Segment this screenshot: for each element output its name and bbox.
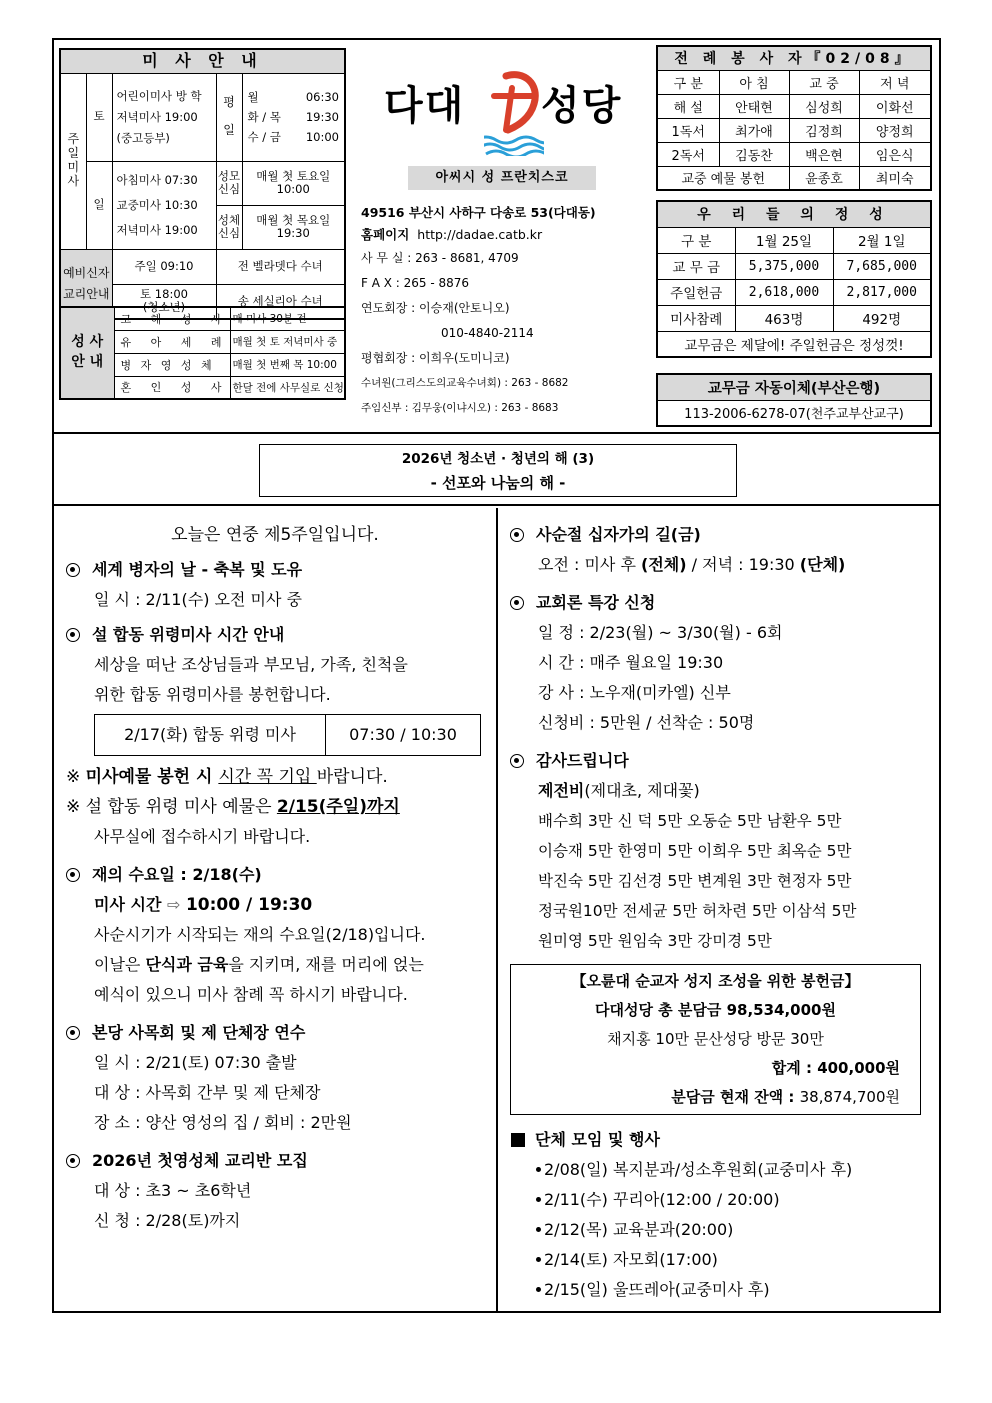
sacrament-name: 혼 인 성 사 [114,376,230,399]
radio-bullet-icon [66,1026,80,1040]
table-row: 해 설 안태현 심성희 이화선 [657,94,931,118]
marian-devotion-label: 성모 신심 [216,161,242,205]
section-events: 단체 모임 및 행사 [508,1125,929,1155]
shrine-donation-box: 【오륜대 순교자 성지 조성을 위한 봉헌금】 다대성당 총 분담금 98,534,000원 채지홍 10만 문산성당 방문 30만 합계 : 400,000원 분담금 현재 잔액 : 38,874,700원 [510,964,921,1115]
donor-line: 이승재 5만 한영미 5만 이희우 5만 최옥순 5만 [538,842,852,860]
event-item: 2/14(토) 자모회(17:00) [508,1245,929,1275]
section-stations-of-cross: 사순절 십자가의 길(금) [508,520,929,550]
note-2: ※ 설 합동 위령 미사 예물은 2/15(주일)까지 [66,797,400,817]
offering-label: 교중 예물 봉헌 [657,166,789,190]
cross-and-waves-icon [484,66,544,156]
section-leader-training: 본당 사목회 및 제 단체장 연수 [64,1018,486,1048]
section-sick-day: 세계 병자의 날 - 축복 및 도유 [64,555,486,585]
fax: F A X : 265 - 8876 [361,276,470,290]
dot-bullet-icon [536,1227,541,1232]
table-row: 미사참례 463명 492명 [657,305,931,331]
sacraments-table [59,306,346,400]
theme-banner-section [54,436,939,506]
sacrament-desc: 매월 첫 토 저녁미사 중 [230,330,345,353]
address: 49516 부산시 사하구 다송로 53(다대동) [361,205,596,220]
dot-bullet-icon [536,1287,541,1292]
banner-line-1: 2026년 청소년 · 청년의 해 (3) [401,451,595,467]
event-item: 2/11(수) 꾸리아(12:00 / 20:00) [508,1185,929,1215]
column-header: 저 녁 [859,70,931,94]
sunday-mass-label: 주 일 미 사 [60,73,86,249]
donor-line: 박진숙 5만 김선경 5만 변계원 3만 현정자 5만 [538,872,852,890]
radio-bullet-icon [66,563,80,577]
radio-bullet-icon [510,596,524,610]
pastor: 주임신부 : 김무웅(이냐시오) : 263 - 8683 [361,402,559,414]
left-column: 오늘은 연중 제5주일입니다. 세계 병자의 날 - 축복 및 도유 일 시 : 2/11(수) 오전 미사 중 설 합동 위령미사 시간 안내 세상을 떠난 조상님들과 부모님, 가족, 친척을 위한 합동 위령미사를 봉헌합니다. 2/17(화) 합동 위령 미사 07:30 / 10:30 ※ 미사예물 봉헌 시 시간 꼭 기입 바랍니다. ※ 설 합동 위령 미사 예물은 2/15(주일)까지 사무실에 접수하시기 바랍니다. 재의 수요일 : 2/18(수) 미사 시간 ⇨ 10:00 / 19:30 사순시기가 시작되는 재의 수요일(2/18)입니다. 이날은 단식과 금육을 지키며, 재를 머리에 얹는 예식이 있으니 미사 참례 꼭 하시기 바랍니다. 본당 사목회 및 제 단체장 연수 일 시 : 2/21(토) 07:30 출발 대 상 : 사목회 간부 및 제 단체장 장 소 : 양산 영성의 집 / 회비 : 2만원 2026년 첫영성체 교리반 모집 대 상 : 초3 ~ 초6학년 신 청 : 2/28(토)까지 [54,508,496,1236]
table-row: 2독서 김동찬 백은현 임은식 [657,142,931,166]
bank-title: 교무금 자동이체(부산은행) [657,374,931,400]
section-first-communion: 2026년 첫영성체 교리반 모집 [64,1146,486,1176]
column-header: 구 분 [657,70,719,94]
table-row: 1독서 최가애 김정희 양정희 [657,118,931,142]
radio-bullet-icon [66,628,80,642]
column-header: 교 중 [789,70,859,94]
patron-saint: 아씨시 성 프란치스코 [408,166,596,190]
president-phone: 010-4840-2114 [441,326,534,340]
eucharist-devotion-time: 매월 첫 목요일 19:30 [242,205,345,249]
homepage-link[interactable]: http://dadae.catb.kr [417,227,543,242]
church-logo [379,74,624,134]
sacrament-desc: 매 미사 30분 전 [230,307,345,330]
table-row: 교중 예물 봉헌 윤종호 최미숙 [657,166,931,190]
event-item: 2/15(일) 울뜨레아(교중미사 후) [508,1275,929,1305]
arrow-right-icon: ⇨ [166,895,181,914]
radio-bullet-icon [66,1154,80,1168]
event-item: 2/12(목) 교육분과(20:00) [508,1215,929,1245]
column-header: 1월 25일 [735,227,833,253]
donor-line: 원미영 5만 원임숙 3만 강미경 5만 [538,932,772,950]
marian-devotion-time: 매월 첫 토요일 10:00 [242,161,345,205]
donor-line: 배수희 3만 신 덕 5만 오동순 5만 남환우 5만 [538,812,842,830]
section-memorial-mass: 설 합동 위령미사 시간 안내 [64,620,486,650]
radio-bullet-icon [510,754,524,768]
catechumen-time-1: 주일 09:10 [112,249,216,284]
catechumen-teacher-1: 전 벨라뎃다 수녀 [216,249,345,284]
church-name-left: 다대 [384,83,466,129]
offerings-table [656,200,932,358]
section-lecture: 교회론 특강 신청 [508,588,929,618]
banner-line-2: - 선포와 나눔의 해 - [430,474,566,492]
mass-schedule-title: 미 사 안 내 [60,49,345,73]
catechumen-teacher-2: 송 세실리아 수녀 [216,284,345,319]
offerings-title: 우 리 들 의 정 성 [657,201,931,227]
column-header: 구 분 [657,227,735,253]
mass-schedule-table [59,48,346,320]
header-section [54,40,939,434]
table-row: 교 무 금 5,375,000 7,685,000 [657,253,931,279]
saturday-masses: 어린이미사 방 학 저녁미사 19:00 (중고등부) [112,73,216,161]
column-header: 아 침 [719,70,789,94]
donor-line: 정국원10만 전세균 5만 허차련 5만 이삼석 5만 [538,902,857,920]
note-1: ※ 미사예물 봉헌 시 시간 꼭 기입 바랍니다. [66,767,388,787]
sacrament-name: 유 아 세 례 [114,330,230,353]
section-thanks: 감사드립니다 [508,746,929,776]
memorial-mass-box: 2/17(화) 합동 위령 미사 07:30 / 10:30 [94,714,481,756]
eucharist-devotion-label: 성체 신심 [216,205,242,249]
dot-bullet-icon [536,1257,541,1262]
catechumen-time-2: 토 18:00 (청소년) [112,284,216,319]
weekday-label: 평 일 [216,73,242,161]
theme-banner [259,444,737,497]
parish-president: 연도회장 : 이승재(안토니오) [361,301,510,315]
council-president: 평협회장 : 이희우(도미니코) [361,351,510,365]
sacrament-desc: 한달 전에 사무실로 신청 [230,376,345,399]
liturgy-servers-table [656,45,932,191]
church-name-right: 성당 [541,83,623,129]
table-row: 주일헌금 2,618,000 2,817,000 [657,279,931,305]
homepage: 홈페이지 http://dadae.catb.kr [361,227,543,242]
right-column: 사순절 십자가의 길(금) 오전 : 미사 후 (전체) / 저녁 : 19:30 (단체) 교회론 특강 신청 일 정 : 2/23(월) ~ 3/30(월) - 6회 시 간 : 매주 월요일 19:30 강 사 : 노우재(미카엘) 신부 신청비 : 5만원 / 선착순 : 50명 감사드립니다 제전비(제대초, 제대꽃) 배수희 3만 신 덕 5만 오동순 5만 남환우 5만 이승재 5만 한영미 5만 이희우 5만 최옥순 5만 박진숙 5만 김선경 5만 변계원 3만 현정자 5만 정국원10만 전세균 5만 허차련 5만 이삼석 5만 원미영 5만 원임숙 3만 강미경 5만 【오륜대 순교자 성지 조성을 위한 봉헌금】 다대성당 총 분담금 98,534,000원 채지홍 10만 문산성당 방문 30만 합계 : 400,000원 분담금 현재 잔액 : 38,874,700원 단체 모임 및 행사 2/08(일) 복지분과/성소후원회(교중미사 후) 2/11(수) 꾸리아(12:00 / 20:00) 2/12(목) 교육분과(20:00) 2/14(토) 자모회(17:00) 2/15(일) 울뜨레아(교중미사 후) [500,508,939,1305]
intro-line: 오늘은 연중 제5주일입니다. [171,525,379,545]
bank-account: 113-2006-6278-07(천주교부산교구) [657,400,931,426]
section-ash-wednesday: 재의 수요일 : 2/18(수) [64,860,486,890]
column-divider [496,508,498,1311]
sunday-masses: 아침미사 07:30 교중미사 10:30 저녁미사 19:00 [112,161,216,249]
radio-bullet-icon [510,528,524,542]
office-phone: 사 무 실 : 263 - 8681, 4709 [361,251,519,265]
sunday-day-label: 일 [86,161,112,249]
column-header: 2월 1일 [833,227,931,253]
convent: 수녀원(그리스도의교육수녀회) : 263 - 8682 [361,377,569,389]
sacrament-desc: 매월 첫 번째 목 10:00 [230,353,345,376]
square-bullet-icon [511,1133,525,1147]
event-item: 2/08(일) 복지분과/성소후원회(교중미사 후) [508,1155,929,1185]
radio-bullet-icon [66,868,80,882]
church-contact-info [361,202,596,421]
dot-bullet-icon [536,1197,541,1202]
catechumen-label: 예비신자 교리안내 [60,249,112,319]
weekday-times: 월 06:30 화 / 목 19:30 수 / 금 10:00 [242,73,345,161]
offerings-footer: 교무금은 제달에! 주일헌금은 정성껏! [657,331,931,357]
announcements-section [54,508,939,1311]
bulletin-frame [52,38,941,1313]
ash-wednesday-mass-time: 미사 시간 ⇨ 10:00 / 19:30 [94,895,313,915]
saturday-label: 토 [86,73,112,161]
sacrament-name: 병 자 영 성 체 [114,353,230,376]
dot-bullet-icon [536,1167,541,1172]
sacrament-name: 고 해 성 사 [114,307,230,330]
sacraments-label: 성 사 안 내 [60,307,114,399]
liturgy-servers-title: 전 례 봉 사 자『02/08』 [657,46,931,70]
bank-transfer-table [656,373,932,427]
